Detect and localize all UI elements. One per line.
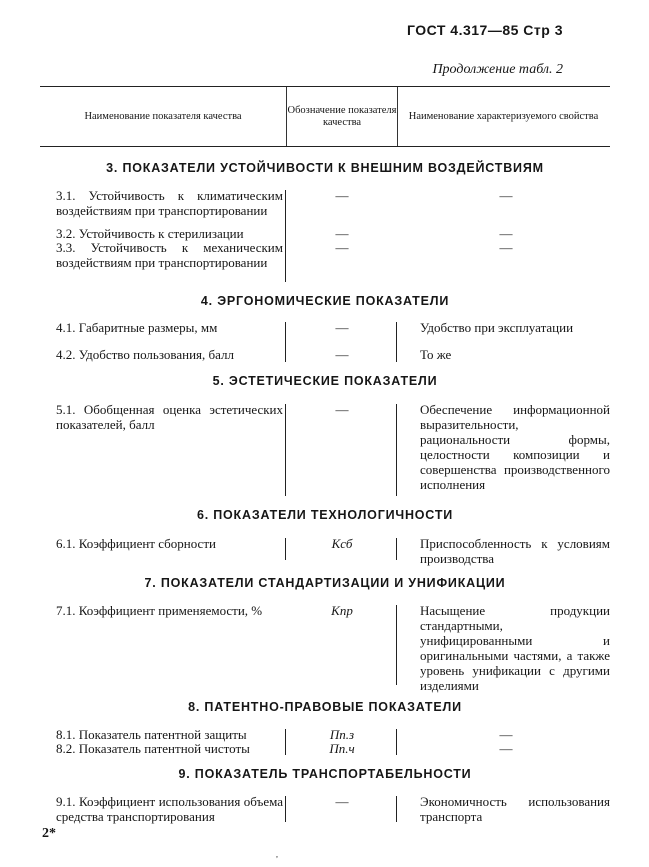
section-heading-6: 6. ПОКАЗАТЕЛИ ТЕХНОЛОГИЧНОСТИ bbox=[196, 508, 454, 522]
column-divider bbox=[396, 404, 397, 496]
column-divider bbox=[285, 538, 286, 560]
indicator-property: — bbox=[499, 188, 513, 203]
indicator-name: 3.2. Устойчивость к стерилизации bbox=[56, 226, 244, 241]
column-divider bbox=[285, 322, 286, 362]
column-divider bbox=[396, 796, 397, 822]
stray-mark: , bbox=[276, 850, 278, 859]
indicator-name: 4.1. Габаритные размеры, мм bbox=[56, 320, 218, 335]
indicator-symbol: Пп.ч bbox=[329, 741, 355, 756]
section-heading-9: 9. ПОКАЗАТЕЛЬ ТРАНСПОРТАБЕЛЬНОСТИ bbox=[178, 767, 472, 781]
page-signature-mark: 2* bbox=[42, 826, 56, 841]
section-heading-8: 8. ПАТЕНТНО-ПРАВОВЫЕ ПОКАЗАТЕЛИ bbox=[188, 700, 462, 714]
column-header-symbol: Обозначение показателя качества bbox=[286, 87, 398, 146]
indicator-symbol: — bbox=[335, 188, 349, 203]
indicator-symbol: — bbox=[335, 226, 349, 241]
indicator-name: 4.2. Удобство пользования, балл bbox=[56, 347, 234, 362]
indicator-name: 9.1. Коэффициент использования объема средства транспортирования bbox=[56, 794, 283, 824]
indicator-property: — bbox=[499, 240, 513, 255]
table-continuation-note: Продолжение табл. 2 bbox=[432, 62, 563, 77]
indicator-name: 3.1. Устойчивость к климатическим воздействиям при транспортировании bbox=[56, 188, 283, 218]
indicator-symbol: — bbox=[335, 347, 349, 362]
column-divider bbox=[396, 729, 397, 755]
indicator-name: 7.1. Коэффициент применяемости, % bbox=[56, 603, 263, 618]
indicator-property: То же bbox=[420, 347, 452, 362]
indicator-symbol: Пп.з bbox=[329, 727, 355, 742]
indicator-name: 5.1. Обобщенная оценка эстетических показателей, балл bbox=[56, 402, 283, 432]
indicator-property: — bbox=[499, 226, 513, 241]
indicator-property: Удобство при эксплуатации bbox=[420, 320, 574, 335]
column-divider bbox=[396, 605, 397, 685]
indicator-symbol: — bbox=[335, 240, 349, 255]
section-heading-5: 5. ЭСТЕТИЧЕСКИЕ ПОКАЗАТЕЛИ bbox=[212, 374, 438, 388]
section-heading-7: 7. ПОКАЗАТЕЛИ СТАНДАРТИЗАЦИИ И УНИФИКАЦИИ bbox=[144, 576, 506, 590]
indicator-property: Обеспечение информационной выразительности, рациональности формы, целостности композиции и совершенства производственного исполнения bbox=[420, 402, 610, 492]
document-reference: ГОСТ 4.317—85 Стр 3 bbox=[406, 22, 563, 38]
column-header-name: Наименование показателя качества bbox=[84, 110, 242, 122]
indicator-symbol: — bbox=[335, 402, 349, 417]
column-divider bbox=[396, 538, 397, 560]
column-divider bbox=[285, 404, 286, 496]
section-heading-4: 4. ЭРГОНОМИЧЕСКИЕ ПОКАЗАТЕЛИ bbox=[200, 294, 450, 308]
indicator-name: 6.1. Коэффициент сборности bbox=[56, 536, 216, 551]
indicator-symbol: — bbox=[335, 794, 349, 809]
indicator-symbol: Kсб bbox=[331, 536, 353, 551]
column-divider bbox=[396, 322, 397, 362]
column-divider bbox=[285, 796, 286, 822]
indicator-name: 8.2. Показатель патентной чистоты bbox=[56, 741, 250, 756]
indicator-property: — bbox=[499, 727, 513, 742]
indicator-property: Насыщение продукции стандартными, унифицированными и оригинальными частями, а также уровень унификации с другими изделиями bbox=[420, 603, 610, 693]
indicator-symbol: Kпр bbox=[331, 603, 353, 618]
indicator-property: Приспособленность к условиям производства bbox=[420, 536, 610, 566]
section-heading-3: 3. ПОКАЗАТЕЛИ УСТОЙЧИВОСТИ К ВНЕШНИМ ВОЗДЕЙСТВИЯМ bbox=[106, 161, 544, 175]
indicator-name: 3.3. Устойчивость к механическим воздействиям при транспортировании bbox=[56, 240, 283, 270]
table-header bbox=[40, 86, 610, 147]
indicator-property: Экономичность использования транспорта bbox=[420, 794, 610, 824]
indicator-symbol: — bbox=[335, 320, 349, 335]
column-divider bbox=[285, 729, 286, 755]
column-divider bbox=[285, 190, 286, 282]
column-header-property: Наименование характеризуемого свойства bbox=[408, 110, 599, 122]
indicator-property: — bbox=[499, 741, 513, 756]
indicator-name: 8.1. Показатель патентной защиты bbox=[56, 727, 247, 742]
